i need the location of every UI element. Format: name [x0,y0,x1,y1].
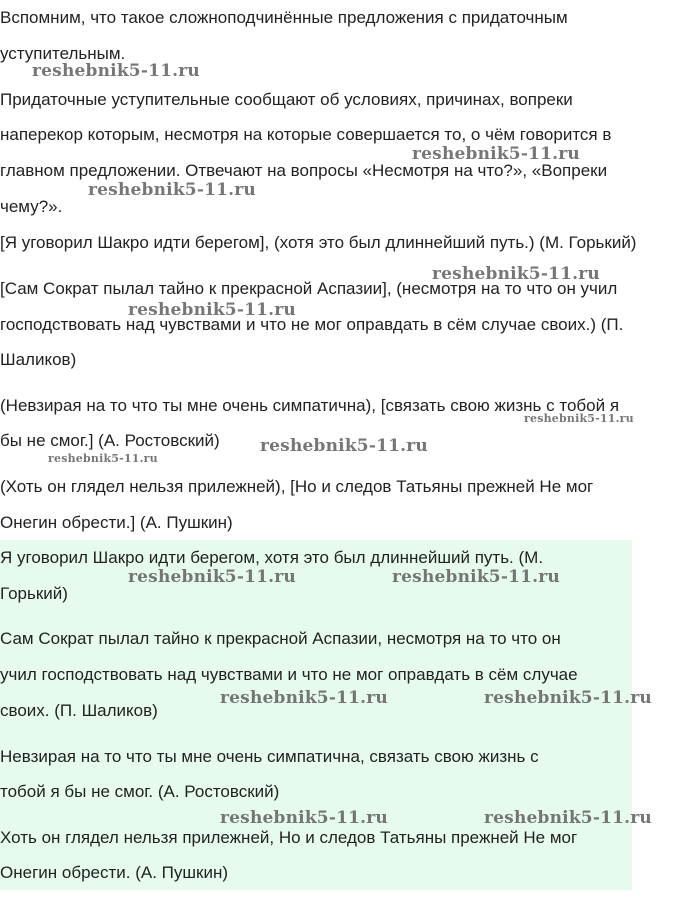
intro-line-1: Вспомним, что такое сложноподчинённые предложения с придаточным [0,8,568,27]
watermark: reshebnik5-11.ru [392,567,560,587]
intro-line-2: уступительным. [0,44,126,63]
answer-2-line-2: учил господствовать над чувствами и что не мог оправдать в сём случае [0,665,578,684]
definition-line-2: наперекор которым, несмотря на которые совершается то, о чём говорится в [0,125,612,144]
scheme-3-line-2: бы не смог.] (А. Ростовский) [0,431,220,450]
watermark: reshebnik5-11.ru [432,264,600,284]
scheme-2-line-1: [Сам Сократ пылал тайно к прекрасной Аспазии], (несмотря на то что он учил [0,279,618,298]
answer-4-line-1: Хоть он глядел нельзя прилежней, Но и следов Татьяны прежней Не мог [0,828,578,847]
answer-1-line-2: Горький) [0,584,68,603]
watermark: reshebnik5-11.ru [128,300,296,320]
scheme-2-line-2: господствовать над чувствами и что не мог оправдать в сём случае своих.) (П. [0,315,624,334]
definition-line-3: главном предложении. Отвечают на вопросы «Несмотря на что?», «Вопреки [0,161,608,180]
watermark: reshebnik5-11.ru [128,567,296,587]
watermark: reshebnik5-11.ru [484,688,652,708]
watermark: reshebnik5-11.ru [32,61,200,81]
watermark: reshebnik5-11.ru [412,144,580,164]
answer-4-line-2: Онегин обрести. (А. Пушкин) [0,863,228,882]
watermark: reshebnik5-11.ru [484,808,652,828]
answer-1-line-1: Я уговорил Шакро идти берегом, хотя это был длиннейший путь. (М. [0,548,544,567]
watermark: reshebnik5-11.ru [88,180,256,200]
definition-line-1: Придаточные уступительные сообщают об условиях, причинах, вопреки [0,90,573,109]
answer-2-line-1: Сам Сократ пылал тайно к прекрасной Аспазии, несмотря на то что он [0,629,561,648]
scheme-2-line-3: Шаликов) [0,350,77,369]
scheme-1-line-1: [Я уговорил Шакро идти берегом], (хотя это был длиннейший путь.) (М. Горький) [0,233,637,252]
watermark: reshebnik5-11.ru [260,436,428,456]
scheme-4-line-1: (Хоть он глядел нельзя прилежней), [Но и следов Татьяны прежней Не мог [0,477,594,496]
watermark: reshebnik5-11.ru [48,452,158,465]
answer-2-line-3: своих. (П. Шаликов) [0,701,158,720]
scheme-3-line-1: (Невзирая на то что ты мне очень симпатична), [связать свою жизнь с тобой я [0,396,620,415]
watermark: reshebnik5-11.ru [220,808,388,828]
scheme-4-line-2: Онегин обрести.] (А. Пушкин) [0,513,233,532]
watermark: reshebnik5-11.ru [220,688,388,708]
answer-3-line-1: Невзирая на то что ты мне очень симпатична, связать свою жизнь с [0,747,539,766]
definition-line-4: чему?». [0,197,63,216]
watermark: reshebnik5-11.ru [524,412,634,425]
answer-3-line-2: тобой я бы не смог. (А. Ростовский) [0,782,280,801]
